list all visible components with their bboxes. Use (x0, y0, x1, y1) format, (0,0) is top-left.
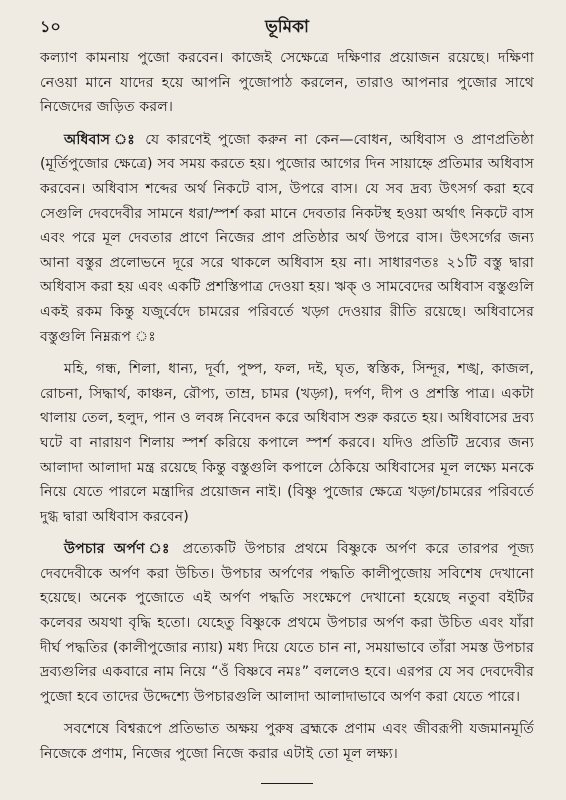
page-header (40, 14, 534, 40)
upachar-text: প্রত্যেকটি উপচার প্রথমে বিষ্ণুকে অর্পণ করে তারপর পূজ্য দেবদেবীকে অর্পণ করা উচিত। উপচার অর্পণের পদ্ধতি কালীপুজোয় সবিশেষ দেখানো হয়েছে। অনেক পুজোতে এই অর্পণ পদ্ধতি সংক্ষেপে দেখানো হয়েছে নতুবা বইটির কলেবর অযথা বৃদ্ধি হতো। যেহেতু বিষ্ণুকে প্রথমে উপচার অর্পণ করা উচিত এবং যাঁরা দীর্ঘ পদ্ধতির (কালীপুজোর ন্যায়) মধ্য দিয়ে যেতে চান না, সময়াভাবে তাঁরা সমস্ত উপচার দ্রব্যগুলির একবারে নাম নিয়ে “ওঁ বিষ্ণবে নমঃ” বললেও হবে। এরপর যে সব দেবদেবীর পুজো হবে তাদের উদ্দেশ্যে উপচারগুলি আলাদা আলাদাভাবে অর্পণ করা যেতে পারে। (40, 541, 534, 705)
adhibas-text: যে কারণেই পুজো করুন না কেন—বোধন, অধিবাস ও প্রাণপ্রতিষ্ঠা (মূর্তিপুজোর ক্ষেত্রে) সব সময় করতে হয়। পুজোর আগের দিন সায়াহ্নে প্রতিমার অধিবাস করবেন। অধিবাস শব্দের অর্থ নিকটে বাস, উপরে বাস। যে সব দ্রব্য উৎসর্গ করা হবে সেগুলি দেবদেবীর সামনে ধরা/স্পর্শ করা মানে দেবতার নিকটস্থ হওয়া অর্থাৎ নিকটে বাস এবং পরে মূল দেবতার প্রাণে নিজের প্রাণ প্রতিষ্ঠার অর্থ উপরে বাস। উৎসর্গের জন্য আনা বস্তুর প্রলোভনে দূরে সরে থাকলে অধিবাস হয় না। সাধারণতঃ ২১টি বস্তু দ্বারা অধিবাস করা হয় এবং একটি প্রশস্তিপাত্র দেওয়া হয়। ঋক্ ও সামবেদের অধিবাস বস্তুগুলি একই রকম কিন্তু যজুর্বেদে চামরের পরিবর্তে খড়্গ দেওয়ার রীতি রয়েছে। অধিবাসের বস্তুগুলি নিম্নরূপ ঃ (40, 131, 534, 345)
term-adhibas: অধিবাস ঃ (64, 131, 138, 148)
paragraph-adhibas-items: মহি, গন্ধ, শিলা, ধান্য, দূর্বা, পুষ্প, ফল, দই, ঘৃত, স্বস্তিক, সিন্দূর, শঙ্খ, কাজল, রোচনা, সিদ্ধার্থ, কাঞ্চন, রৌপ্য, তাম্র, চামর (খড়্গ), দর্পণ, দীপ ও প্রশস্তি পাত্র। একটা থালায় তেল, হলুদ, পান ও লবঙ্গ নিবেদন করে অধিবাস শুরু করতে হয়। অধিবাসের দ্রব্য ঘটে বা নারায়ণ শিলায় স্পর্শ করিয়ে কপালে স্পর্শ করবে। যদিও প্রতিটি দ্রব্যের জন্য আলাদা আলাদা মন্ত্র রয়েছে কিন্তু বস্তুগুলি কপালে ঠেকিয়ে অধিবাসের মূল লক্ষ্যে মনকে নিয়ে যেতে পারলে মন্ত্রাদির প্রয়োজন নাই। (বিষ্ণু পুজোর ক্ষেত্রে খড়্গ/চামরের পরিবর্তে দুগ্ধ দ্বারা অধিবাস করবেন) (40, 361, 534, 525)
paragraph-dakshina: কল্যাণ কামনায় পুজো করবেন। কাজেই সেক্ষেত্রে দক্ষিণার প্রয়োজন রয়েছে। দক্ষিণা নেওয়া মানে যাদের হয়ে আপনি পুজোপাঠ করলেন, তারাও আপনার পুজোর সাথে নিজেদের জড়িত করল। (40, 50, 534, 116)
end-divider (261, 783, 313, 784)
term-upachar: উপচার অর্পণ ঃ (64, 541, 174, 558)
page-number: ১০ (40, 17, 61, 36)
paragraph-conclusion: সবশেষে বিশ্বরূপে প্রতিভাত অক্ষয় পুরুষ ব্রহ্মকে প্রণাম এবং জীবরূপী যজমানমূর্তি নিজেকে প্রণাম, নিজের পুজো নিজে করার এটাই তো মূল লক্ষ্য। (40, 721, 534, 763)
paragraph-upachar (40, 537, 534, 709)
paragraph-adhibas (40, 128, 534, 349)
chapter-title: ভূমিকা (265, 17, 309, 37)
